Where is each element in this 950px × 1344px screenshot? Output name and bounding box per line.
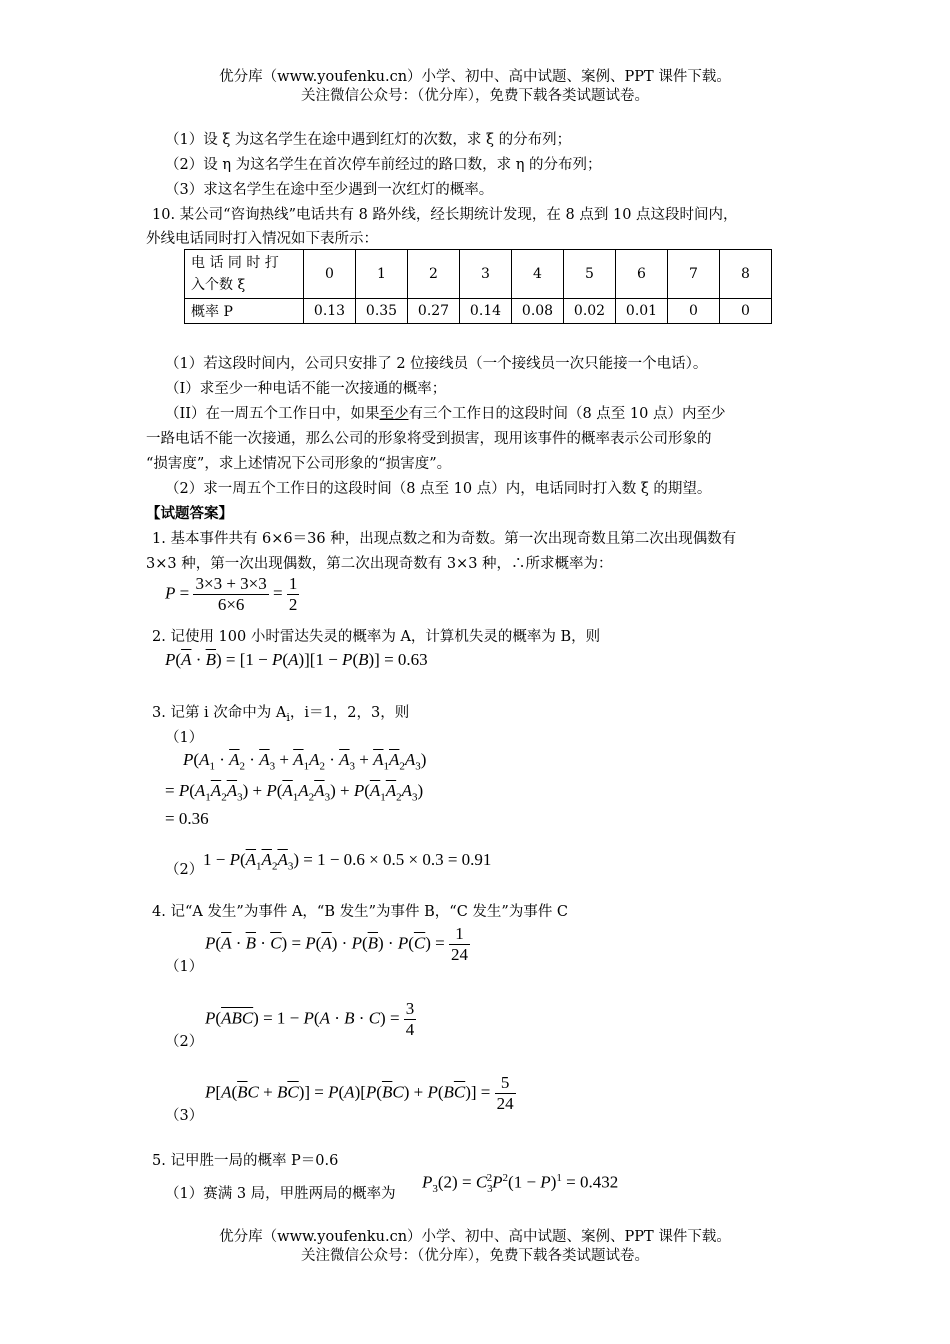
- answer4-part3-label: （3）: [165, 1108, 204, 1124]
- answer3-formula-line1: $P(A_1 \cdot \overline{A}_2 \cdot \overline{A}_3 + \overline{A}_1A_2 \cdot \overline{A}_3 + \overline{A}_1\overline{A}_2A_3)$: [183, 750, 427, 773]
- p-cell: 0.13: [304, 299, 356, 324]
- page-footer-line1: 优分库（www.youfenku.cn）小学、初中、高中试题、案例、PPT 课件下载。: [219, 1229, 731, 1245]
- answer2-line: 2. 记使用 100 小时雷达失灵的概率为 A，计算机失灵的概率为 B，则: [152, 629, 601, 645]
- page-footer-line2: 关注微信公众号：（优分库），免费下载各类试题试卷。: [301, 1248, 649, 1264]
- p-cell: 0.02: [564, 299, 616, 324]
- q10-sub1-i: （I）求至少一种电话不能一次接通的概率；: [165, 381, 447, 397]
- answer3-formula-line2: = $P(A_1\overline{A}_2\overline{A}_3) + P(\overline{A}_1A_2\overline{A}_3) + P(\overline{A}_1\overline{A}_2A_3)$: [165, 781, 424, 804]
- p-cell: 0.35: [356, 299, 408, 324]
- page-header-line2: 关注微信公众号：（优分库），免费下载各类试题试卷。: [301, 88, 649, 104]
- xi-cell: 7: [668, 250, 720, 299]
- answer3-part2-formula: $1 - P(\overline{A}_1\overline{A}_2\overline{A}_3) = 1 - 0.6 \times 0.5 \times 0.3 = 0.91$: [203, 850, 492, 873]
- p-cell: 0.08: [512, 299, 564, 324]
- xi-cell: 5: [564, 250, 616, 299]
- answer4-part3-formula: $P[A(\overline{B}C + B\overline{C})] = P(A)[P(\overline{B}C) + P(B\overline{C})]$ = $\frac{5}{24}$: [205, 1073, 514, 1113]
- p-cell: 0: [668, 299, 720, 324]
- xi-cell: 1: [356, 250, 408, 299]
- answer4-part1-label: （1）: [165, 959, 204, 975]
- answer1-line2: 3×3 种，第一次出现偶数，第二次出现奇数有 3×3 种，∴所求概率为：: [146, 556, 613, 572]
- table-header-xi: 电 话 同 时 打 入个数 ξ: [185, 250, 304, 299]
- answer5-line: 5. 记甲胜一局的概率 P＝0.6: [152, 1153, 339, 1169]
- table-row: [185, 250, 772, 299]
- answer4-part2-formula: $P(\overline{ABC}) = 1 - P(A \cdot B \cdot C)$ = $\frac{3}{4}$: [205, 999, 415, 1039]
- answer1-formula: P = $\frac{3\times 3 + 3\times 3}{6\times 6}$ = $\frac{1}{2}$: [165, 574, 298, 614]
- q10-line2: 外线电话同时打入情况如下表所示：: [146, 231, 378, 247]
- q10-sub1-ii-line1: （II）在一周五个工作日中，如果至少有三个工作日的这段时间（8 点至 10 点）内至少: [165, 406, 726, 422]
- p-cell: 0.01: [616, 299, 668, 324]
- answer3-line: 3. 记第 i 次命中为 $A_i$，i＝1，2，3，则: [152, 705, 410, 724]
- page-header-line1: 优分库（www.youfenku.cn）小学、初中、高中试题、案例、PPT 课件下载。: [219, 69, 731, 85]
- q9-part2: （2）设 η 为这名学生在首次停车前经过的路口数，求 η 的分布列；: [165, 157, 602, 173]
- xi-cell: 3: [460, 250, 512, 299]
- table-row: [185, 299, 772, 324]
- answer5-part1-formula: $P_3(2) = C_3^2P^2(1 - P)^1 = 0.432$: [422, 1172, 619, 1196]
- p-cell: 0.14: [460, 299, 512, 324]
- q10-sub1-ii-line3: “损害度”，求上述情况下公司形象的“损害度”。: [146, 456, 452, 472]
- xi-cell: 4: [512, 250, 564, 299]
- table-header-p: 概率 P: [185, 299, 304, 324]
- answer2-formula: $P(\overline{A} \cdot \overline{B}) = [1 - P(A)][1 - P(B)] = 0.63$: [165, 650, 428, 669]
- answer4-line: 4. 记“A 发生”为事件 A，“B 发生”为事件 B，“C 发生”为事件 C: [152, 904, 569, 920]
- xi-cell: 2: [408, 250, 460, 299]
- q9-part1: （1）设 ξ 为这名学生在途中遇到红灯的次数，求 ξ 的分布列；: [165, 132, 572, 148]
- q10-sub1-ii-line2: 一路电话不能一次接通，那么公司的形象将受到损害，现用该事件的概率表示公司形象的: [146, 431, 712, 447]
- p-cell: 0.27: [408, 299, 460, 324]
- answer3-part1-label: （1）: [165, 730, 204, 746]
- answers-title: 【试题答案】: [146, 505, 233, 522]
- answer4-part1-formula: $P(\overline{A} \cdot \overline{B} \cdot \overline{C}) = P(\overline{A}) \cdot P(\overline{B}) \cdot P(\overline{C})$ = $\frac{1}{24}$: [205, 924, 468, 964]
- answer1-line1: 1. 基本事件共有 6×6＝36 种，出现点数之和为奇数。第一次出现奇数且第二次出现偶数有: [152, 531, 737, 547]
- distribution-table: [184, 249, 772, 324]
- xi-cell: 8: [720, 250, 772, 299]
- p-cell: 0: [720, 299, 772, 324]
- q9-part3: （3）求这名学生在途中至少遇到一次红灯的概率。: [165, 182, 494, 198]
- xi-cell: 0: [304, 250, 356, 299]
- q10-line1: 10. 某公司“咨询热线”电话共有 8 路外线，经长期统计发现，在 8 点到 10 点这段时间内，: [152, 207, 738, 223]
- q10-sub1: （1）若这段时间内，公司只安排了 2 位接线员（一个接线员一次只能接一个电话）。: [165, 356, 708, 372]
- answer3-formula-line3: = 0.36: [165, 809, 209, 828]
- q10-sub2: （2）求一周五个工作日的这段时间（8 点至 10 点）内，电话同时打入数 ξ 的期望。: [165, 481, 712, 497]
- answer4-part2-label: （2）: [165, 1034, 204, 1050]
- answer3-part2-label: （2）: [165, 862, 204, 878]
- answer5-part1: （1）赛满 3 局，甲胜两局的概率为: [165, 1186, 396, 1202]
- xi-cell: 6: [616, 250, 668, 299]
